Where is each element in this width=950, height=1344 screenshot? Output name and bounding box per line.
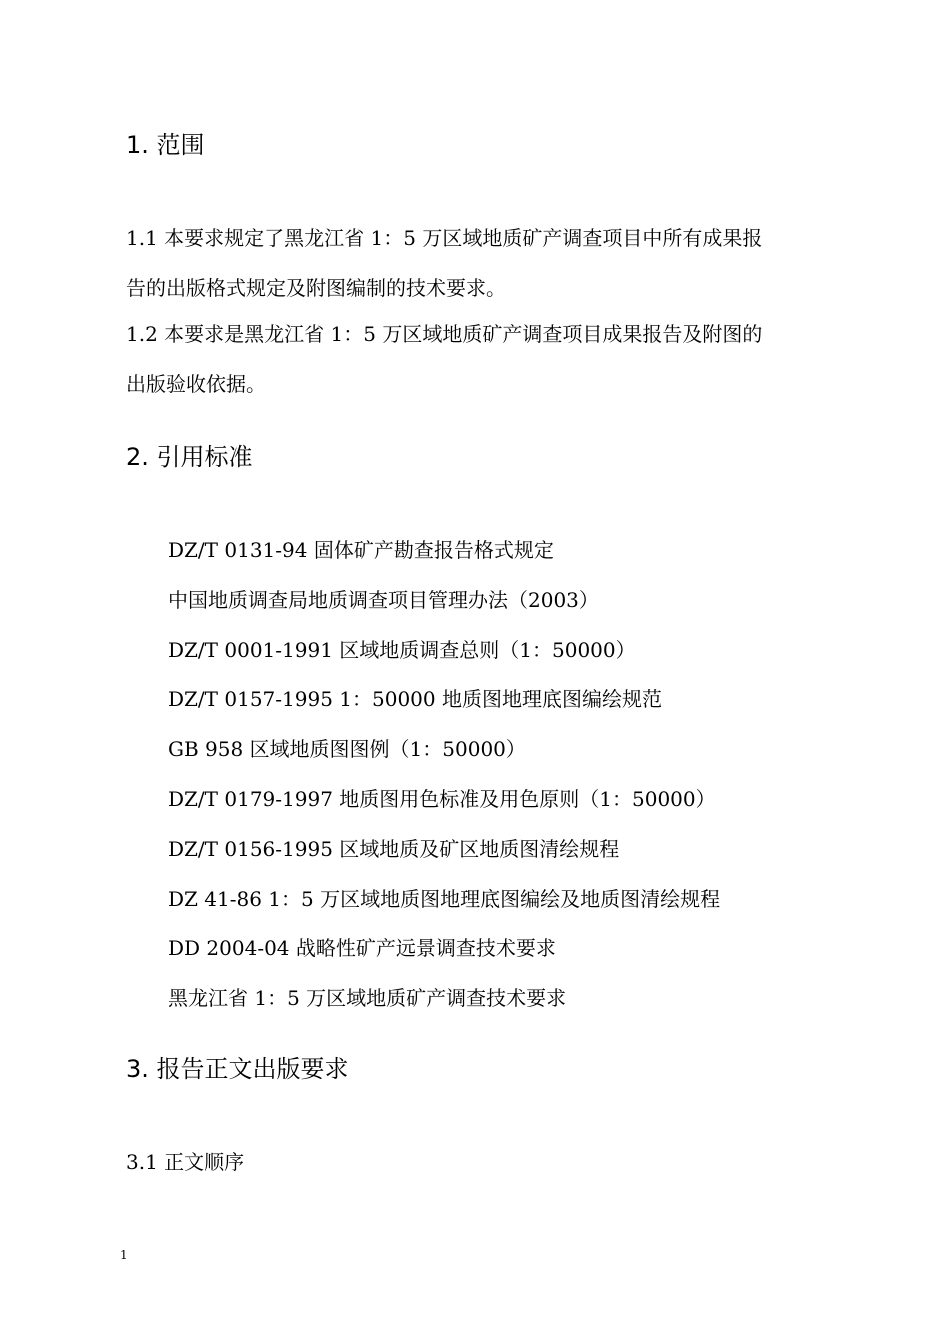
- paragraph-1-2-cont: [126, 374, 826, 394]
- page-number: 1: [120, 1248, 128, 1262]
- reference-item: DZ/T 0156-1995 区域地质及矿区地质图清绘规程: [168, 837, 620, 861]
- reference-item: DD 2004-04 战略性矿产远景调查技术要求: [168, 936, 556, 960]
- subsection-3-1-heading: 3.1 正文顺序: [126, 1150, 245, 1174]
- reference-item: DZ/T 0001-1991 区域地质调查总则（1：50000）: [168, 638, 636, 662]
- reference-item: DZ 41-86 1：5 万区域地质图地理底图编绘及地质图清绘规程: [168, 887, 721, 911]
- paragraph-1-1-line-1: 1.1 本要求规定了黑龙江省 1：5 万区域地质矿产调查项目中所有成果报: [126, 226, 763, 250]
- paragraph-1-2-line-2: 出版验收依据。: [126, 372, 266, 396]
- reference-item: DZ/T 0157-1995 1：50000 地质图地理底图编绘规范: [168, 687, 662, 711]
- paragraph-1-1-cont: [126, 278, 826, 298]
- section-2-heading: 2. 引用标准: [126, 443, 253, 471]
- reference-item: 中国地质调查局地质调查项目管理办法（2003）: [168, 588, 599, 612]
- section-3-heading: 3. 报告正文出版要求: [126, 1055, 349, 1083]
- paragraph-1-2: [126, 324, 826, 344]
- paragraph-1-2-line-1: 1.2 本要求是黑龙江省 1：5 万区域地质矿产调查项目成果报告及附图的: [126, 322, 763, 346]
- section-1-heading: 1. 范围: [126, 131, 205, 159]
- reference-item: GB 958 区域地质图图例（1：50000）: [168, 737, 526, 761]
- paragraph-1-1: [126, 228, 826, 248]
- paragraph-1-1-line-2: 告的出版格式规定及附图编制的技术要求。: [126, 276, 506, 300]
- reference-item: DZ/T 0131-94 固体矿产勘查报告格式规定: [168, 538, 554, 562]
- reference-item: 黑龙江省 1：5 万区域地质矿产调查技术要求: [168, 986, 567, 1010]
- reference-item: DZ/T 0179-1997 地质图用色标准及用色原则（1：50000）: [168, 787, 716, 811]
